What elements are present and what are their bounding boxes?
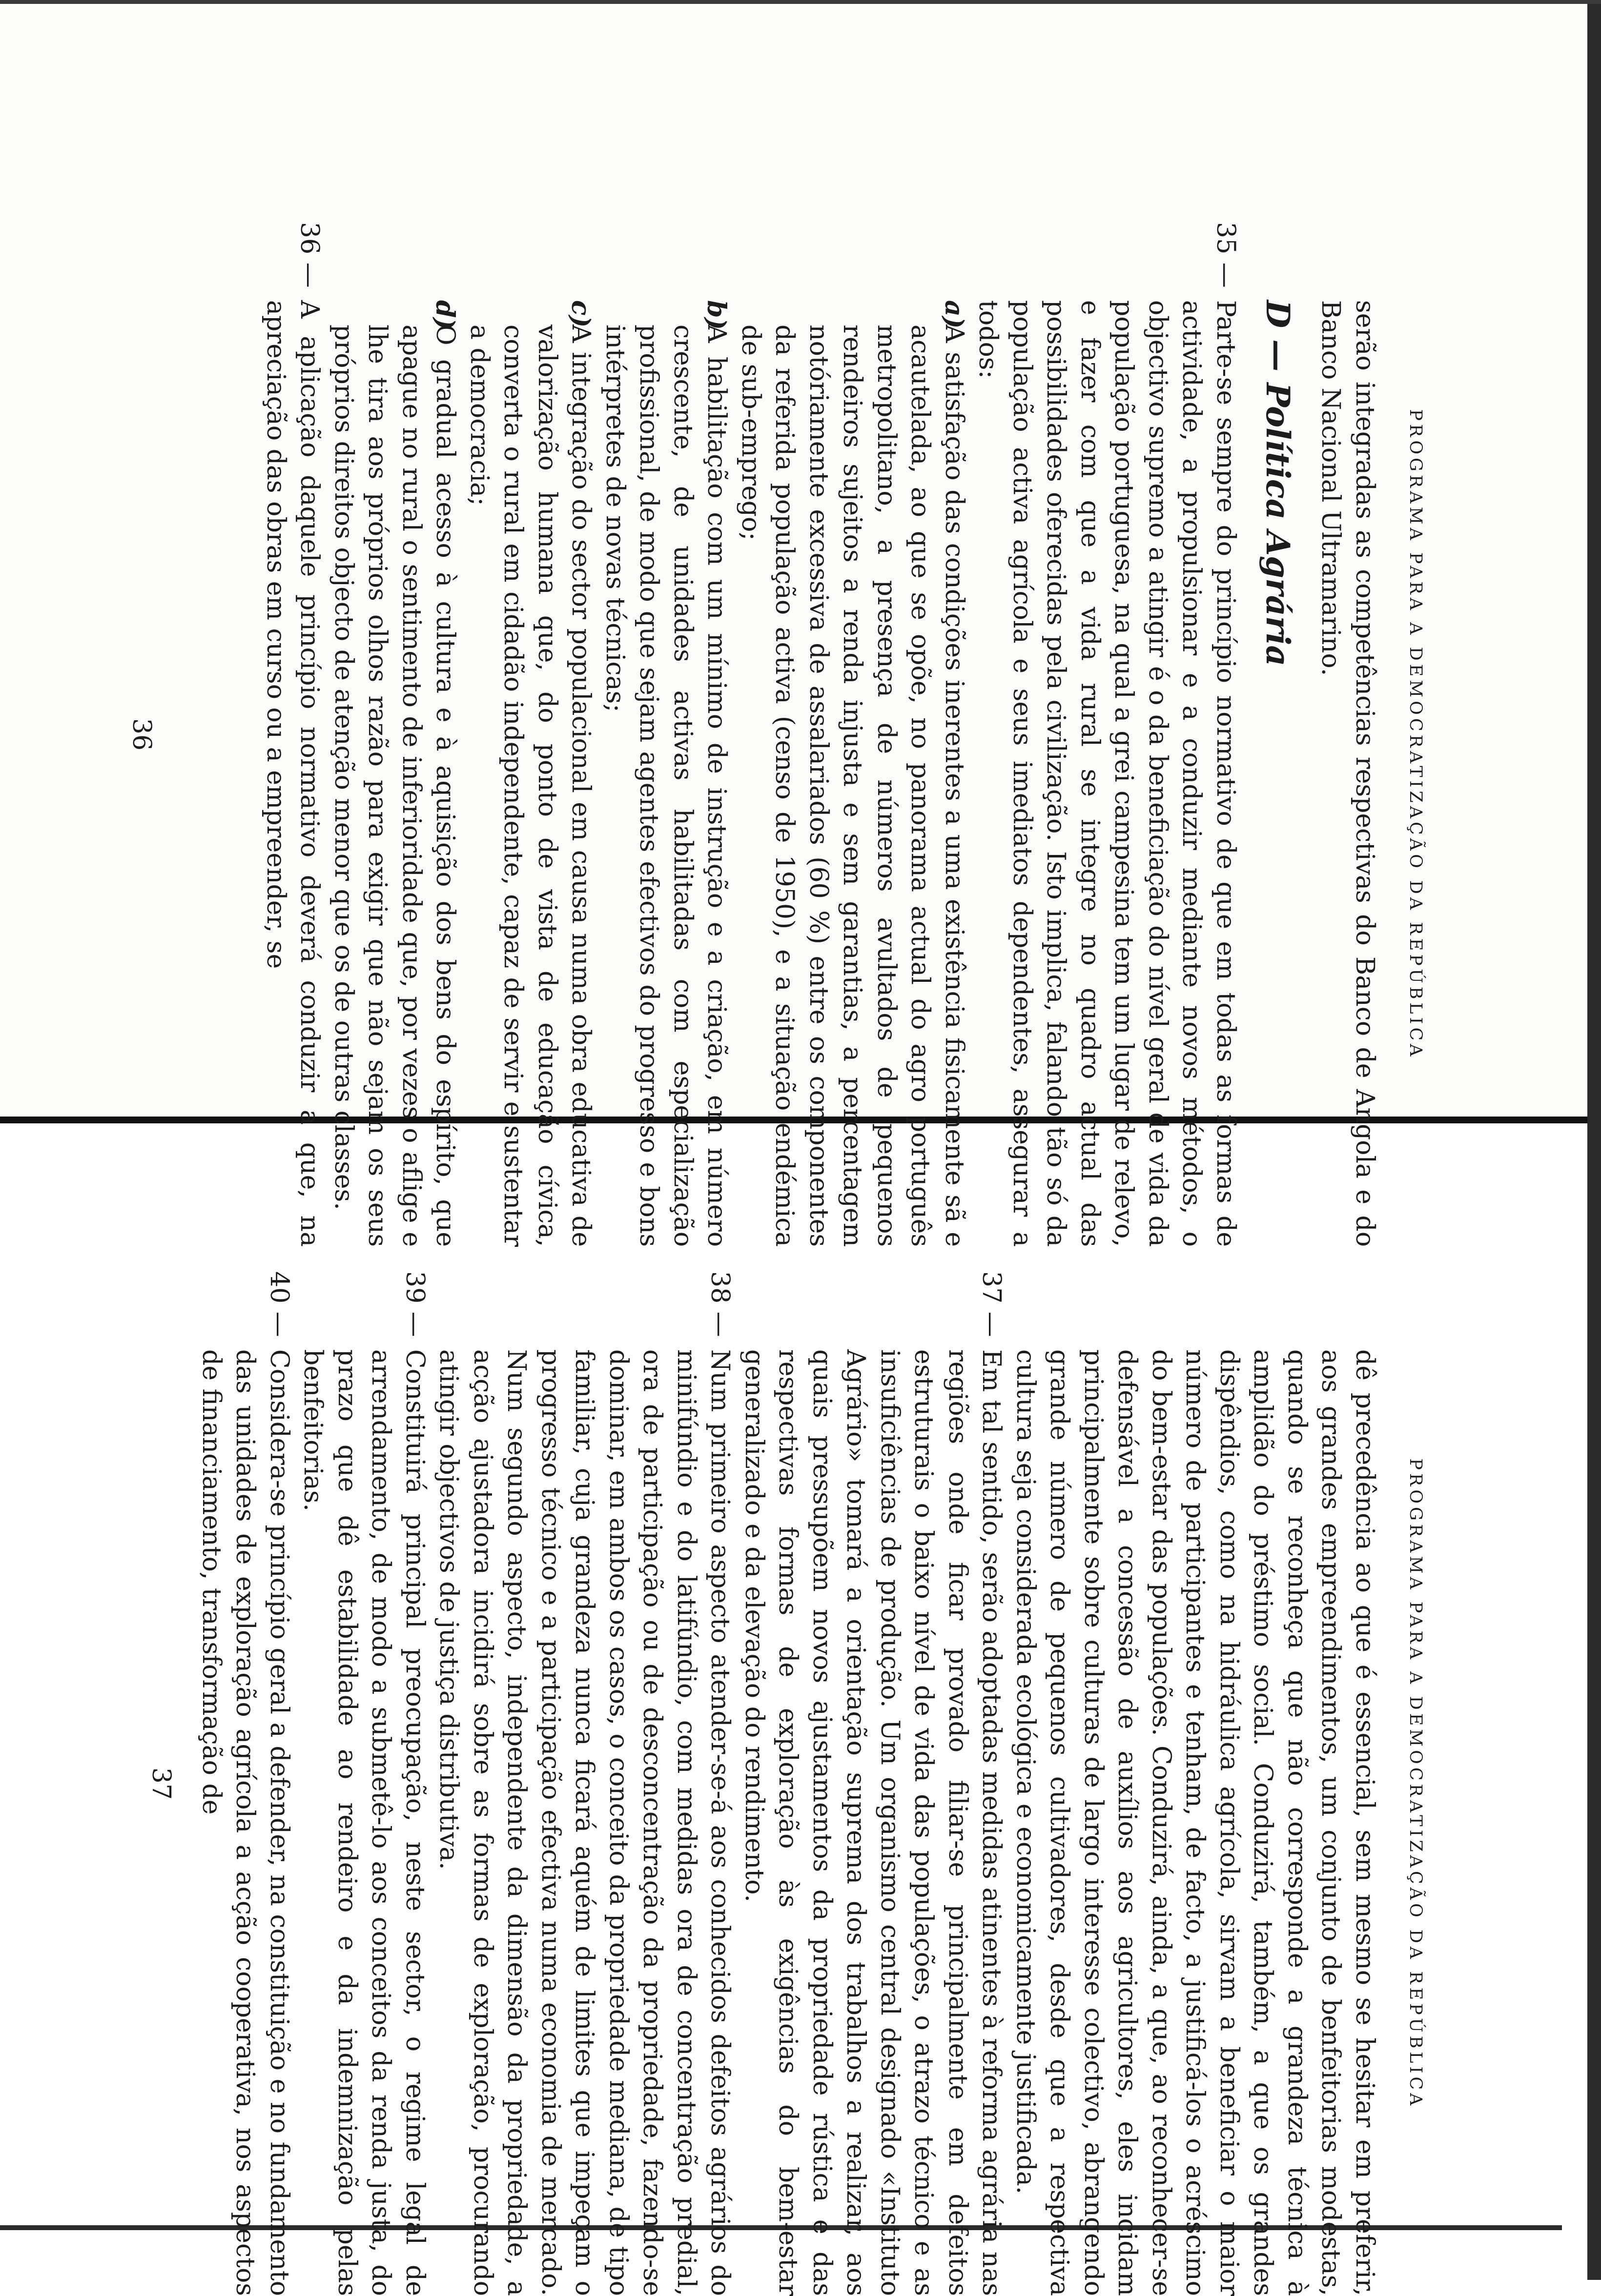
top-edge-line [0, 0, 1601, 4]
page-number: 37 [146, 1767, 176, 1800]
item-text: Num primeiro aspecto atender-se-á aos conhecidos defeitos agrários do minifúndio e do latifúndio, com medidas ora de concentração predial, ora de participação ou de desconcentração da propriedade, fazendo-se dominar, em ambos os casos, o conceito da propriedade mediana, de tipo familiar, cuja grandeza nunca ficará aquém de limites que impeçam o progresso técnico e a participação efectiva numa economia de mercado. Num segundo aspecto, independente da dimensão da propriedade, a acção ajustadora incidirá sobre as formas de exploração, procurando atingir objectivos de justiça distributiva. [434, 1349, 735, 2296]
item-text: Em tal sentido, serão adoptadas medidas atinentes à reforma agrária nas regiões onde ficar provado filiar-se principalmente em defeitos estruturais o baixo nível de vida das populações, o atrazo técnico e as insuficiências de produção. Um organismo central designado «Instituto Agrário» tomará a orientação suprema dos trabalhos a realizar, aos quais pressupõem novos ajustamentos da propriedade rústica e das respectivas formas de exploração às exigências do bem-estar generalizado e da elevação do rendimento. [739, 1349, 1006, 2296]
section-heading: D — Política Agrária [1259, 300, 1297, 667]
item-text: Parte-se sempre do princípio normativo de que em todas as formas de actividade, a propulsionar e a conduzir mediante novos métodos, o objectivo supremo a atingir é o da beneficiação do nível geral de vida da população portuguesa, na qual a grei campesina tem um lugar de relevo, e fazer com que a vida rural se integre no quadro actual das possibilidades oferecidas pela civilização. Isto implica, falando tão só da população activa agrícola e seus imediatos dependentes, assegurar a todos: [973, 300, 1240, 1247]
sub-item-label: b) [701, 300, 732, 330]
continuation-text: dê precedência ao que é essencial, sem mesmo se hesitar em preferir, aos grandes empreendimentos, um conjunto de benfeitorias modestas, quando se reconheça que não corresponde a grandeza técnica à amplidão do préstimo social. Conduzirá, também, a que os grandes dispêndios, como na hidráulica agrícola, sirvam a beneficiar o maior número de participantes e tenham, de facto, a justificá-los o acréscimo do bem-estar das populações. Conduzirá, ainda, a que, ao reconhecer-se defensável a concessão de auxílios aos agricultores, eles incidam principalmente sobre culturas de largo interesse colectivo, abrangendo grande número de pequenos cultivadores, desde que a respectiva cultura seja considerada ecológica e economicamente justificada. [1011, 1349, 1379, 2296]
numbered-item-36 [259, 222, 327, 1247]
sub-item-b [598, 300, 734, 1247]
item-text: Constituirá principal preocupação, neste sector, o regime legal de arrendamento, de modo a submetê-lo aos conceitos da renda justa, do prazo que dê estabilidade ao rendeiro e da indemnização pelas benfeitorias. [298, 1349, 430, 2296]
page-number: 36 [127, 718, 156, 751]
numbered-item-37 [737, 1271, 1008, 2296]
opening-text: serão integradas as competências respectivas do Banco de Angola e do Banco Nacional Ultramarino. [1316, 300, 1379, 1247]
numbered-item-39 [296, 1271, 431, 2296]
item-number: 35 — [1211, 222, 1240, 288]
item-number: 39 — [400, 1271, 430, 1337]
numbered-item-40 [194, 1271, 296, 2296]
item-text: A aplicação daquele princípio normativo deverá conduzir a que, na apreciação das obras em curso ou a empreender, se [261, 300, 325, 1247]
sub-item-label: d) [430, 300, 460, 330]
item-number: 37 — [977, 1271, 1006, 1337]
sub-item-a [734, 300, 971, 1247]
page-36 [107, 222, 1425, 1247]
numbered-item-35 [971, 222, 1242, 1247]
sub-item-text: O gradual acesso à cultura e à aquisição dos bens do espírito, que apague no rural o sentimento de inferioridade que, por vezes o aflige e lhe tira aos próprios olhos razão para exigir que não sejam os seus próprios direitos objecto de atenção menor que os de outras classes. [329, 325, 460, 1247]
sub-item-label: a) [939, 300, 969, 329]
item-number: 38 — [705, 1271, 735, 1337]
binding-shadow [1587, 0, 1601, 2280]
sub-item-label: c) [566, 300, 596, 328]
sub-item-c [462, 300, 598, 1247]
item-number: 40 — [265, 1271, 294, 1337]
sub-item-text: A habilitação com um mínimo de instrução e a criação, em número crescente, de unidades activas habilitadas com especialização profissional, de modo que sejam agentes efectivos do progresso e bons intérpretes de novas técnicas; [600, 325, 732, 1247]
sub-item-text: A integração do sector populacional em causa numa obra educativa de valorização humana que, do ponto de vista de educação cívica, converta o rural em cidadão independente, capaz de servir e sustentar a democracia; [465, 325, 596, 1247]
page-37 [107, 1271, 1425, 2296]
item-text: Considera-se princípio geral a defender, na constituição e no fundamento das unidades de exploração agrícola a acção cooperativa, nos aspectos de financiamento, transformação de [197, 1349, 294, 2296]
running-head: PROGRAMA PARA A DEMOCRATIZAÇÃO DA REPÚBLICA [1406, 1458, 1425, 2109]
running-head: PROGRAMA PARA A DEMOCRATIZAÇÃO DA REPÚBLICA [1406, 409, 1425, 1060]
numbered-item-38 [431, 1271, 737, 2296]
sub-item-text: A satisfação das condições inerentes a uma existência fisicamente sã e acautelada, ao que se opõe, no panorama actual do agro português metropolitano, a presença de números avultados de pequenos rendeiros sujeitos a renda injusta e sem garantias, a percentagem notóriamente excessiva de assalariados (60 %) entre os componentes da referida população activa (censo de 1950), e a situação endémica de sub-emprego; [736, 325, 969, 1247]
sub-item-d [327, 300, 462, 1247]
item-number: 36 — [295, 222, 325, 288]
